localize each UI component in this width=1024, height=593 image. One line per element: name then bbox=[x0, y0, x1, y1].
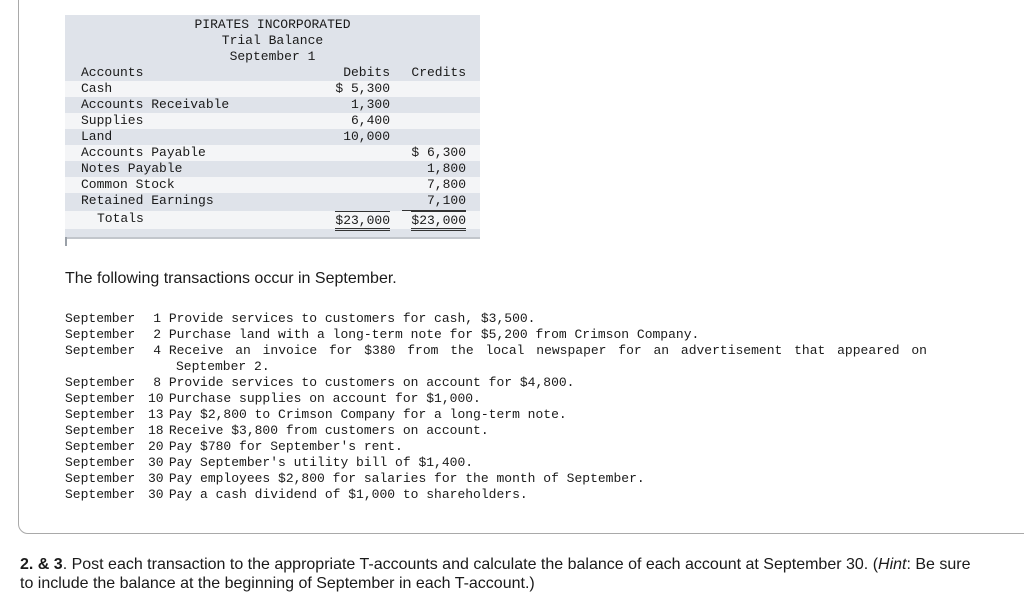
transaction-line: September 30 Pay September's utility bill of $1,400. bbox=[65, 455, 474, 470]
account-name: Accounts Payable bbox=[81, 145, 206, 160]
table-row bbox=[65, 113, 480, 129]
total-debits: $23,000 bbox=[335, 211, 390, 231]
debit-amount: 1,300 bbox=[350, 97, 390, 112]
transaction-line: September 13 Pay $2,800 to Crimson Company for a long-term note. bbox=[65, 407, 567, 422]
account-name: Retained Earnings bbox=[81, 193, 214, 208]
credit-amount: $ 6,300 bbox=[411, 145, 466, 160]
debit-underline bbox=[402, 210, 466, 211]
transaction-line: September 30 Pay a cash dividend of $1,000 to shareholders. bbox=[65, 487, 528, 502]
question-number: 2. & 3 bbox=[20, 556, 63, 573]
column-header-credits: Credits bbox=[411, 65, 466, 80]
account-name: Accounts Receivable bbox=[81, 97, 230, 112]
transaction-line: September 2 Purchase land with a long-term note for $5,200 from Crimson Company. bbox=[65, 327, 700, 342]
statement-title: Trial Balance bbox=[221, 33, 324, 48]
transaction-line: September 30 Pay employees $2,800 for salaries for the month of September. bbox=[65, 471, 645, 486]
transaction-line: September 20 Pay $780 for September's rent. bbox=[65, 439, 403, 454]
table-row bbox=[65, 193, 480, 209]
transactions-intro: The following transactions occur in September. bbox=[65, 270, 397, 287]
account-name: Land bbox=[81, 129, 113, 144]
debit-amount: 6,400 bbox=[350, 113, 390, 128]
account-name: Supplies bbox=[81, 113, 144, 128]
table-row bbox=[65, 129, 480, 145]
table-bottom-rule bbox=[65, 237, 480, 246]
column-header-accounts: Accounts bbox=[81, 65, 144, 80]
credit-amount: 7,800 bbox=[426, 177, 466, 192]
totals-label: Totals bbox=[97, 211, 144, 226]
table-row bbox=[65, 161, 480, 177]
trial-balance-table bbox=[65, 15, 480, 246]
totals-row bbox=[65, 211, 480, 229]
table-row bbox=[65, 81, 480, 97]
total-credits: $23,000 bbox=[411, 211, 466, 231]
credit-amount: 1,800 bbox=[426, 161, 466, 176]
transaction-line: September 8 Provide services to customers on account for $4,800. bbox=[65, 375, 575, 390]
account-name: Cash bbox=[81, 81, 113, 96]
account-name: Notes Payable bbox=[81, 161, 183, 176]
company-name: PIRATES INCORPORATED bbox=[194, 17, 351, 32]
column-header-row bbox=[65, 65, 480, 81]
transaction-line: September 1 Provide services to customers for cash, $3,500. bbox=[65, 311, 536, 326]
transaction-continuation: September 2. bbox=[176, 359, 270, 374]
debit-amount: $ 5,300 bbox=[335, 81, 390, 96]
statement-date: September 1 bbox=[229, 49, 316, 64]
table-row bbox=[65, 145, 480, 161]
question-prompt: 2. & 3. Post each transaction to the appropriate T-accounts and calculate the balance of each account at September 30. (Hint: Be sure to include the balance at the beginning of September in each T-account.) bbox=[20, 556, 971, 592]
table-row bbox=[65, 177, 480, 193]
table-row bbox=[65, 97, 480, 113]
transaction-line: September 4 Receive an invoice for $380 from the local newspaper for an advertisement that appeared on bbox=[65, 343, 927, 358]
account-name: Common Stock bbox=[81, 177, 175, 192]
debit-amount: 10,000 bbox=[343, 129, 390, 144]
column-header-debits: Debits bbox=[343, 65, 390, 80]
credit-amount: 7,100 bbox=[426, 193, 466, 208]
transaction-line: September 18 Receive $3,800 from customers on account. bbox=[65, 423, 489, 438]
transaction-line: September 10 Purchase supplies on account for $1,000. bbox=[65, 391, 481, 406]
hint-label: Hint bbox=[878, 556, 907, 573]
